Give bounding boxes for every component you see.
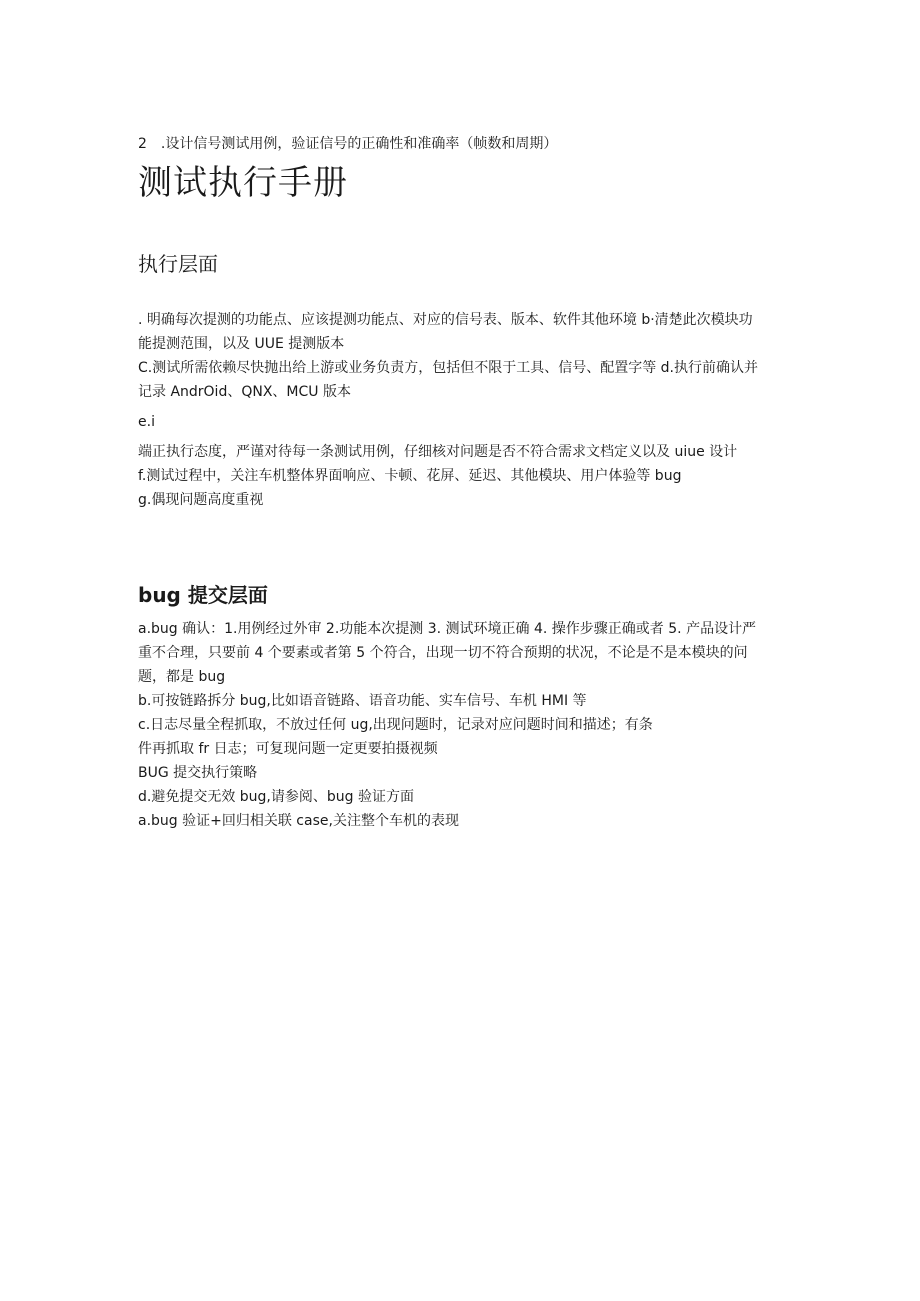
paragraph: d.避免提交无效 bug,请参阅、bug 验证方面: [138, 789, 414, 805]
paragraph: f.测试过程中，关注车机整体界面响应、卡顿、花屏、延迟、其他模块、用户体验等 bug: [138, 468, 682, 484]
paragraph: . 明确每次提测的功能点、应该提测功能点、对应的信号表、版本、软件其他环境 b·清楚此次模块功能提测范围，以及 UUE 提测版本: [138, 312, 753, 352]
bug-section-body: [138, 617, 760, 833]
execution-section-body: [138, 308, 760, 512]
section-heading-bug-submission: bug 提交层面: [138, 583, 268, 607]
section-heading-execution: 执行层面: [138, 252, 218, 276]
intro-line: 2 .设计信号测试用例，验证信号的正确性和准确率（帧数和周期）: [138, 136, 558, 152]
paragraph: e.i: [138, 414, 155, 430]
paragraph: 端正执行态度，严谨对待每一条测试用例，仔细核对问题是否不符合需求文档定义以及 uiue 设计: [138, 444, 738, 460]
paragraph: a.bug 验证+回归相关联 case,关注整个车机的表现: [138, 813, 459, 829]
paragraph: 件再抓取 fr 日志；可复现问题一定更要拍摄视频: [138, 741, 438, 757]
paragraph: a.bug 确认：1.用例经过外审 2.功能本次提测 3. 测试环境正确 4. 操作步骤正确或者 5. 产品设计严重不合理，只要前 4 个要素或者第 5 个符合，出现一切不符合预期的状况，不论是不是本模块的问题，都是 bug: [138, 621, 757, 685]
paragraph: b.可按链路拆分 bug,比如语音链路、语音功能、实车信号、车机 HMI 等: [138, 693, 587, 709]
paragraph: C.测试所需依赖尽快抛出给上游或业务负责方，包括但不限于工具、信号、配置字等 d.执行前确认并记录 AndrOid、QNX、MCU 版本: [138, 360, 759, 400]
paragraph: BUG 提交执行策略: [138, 765, 258, 781]
document-title: 测试执行手册: [138, 163, 348, 203]
paragraph: g.偶现问题高度重视: [138, 492, 264, 508]
paragraph: c.日志尽量全程抓取，不放过任何 ug,出现问题时，记录对应问题时间和描述；有条: [138, 717, 653, 733]
